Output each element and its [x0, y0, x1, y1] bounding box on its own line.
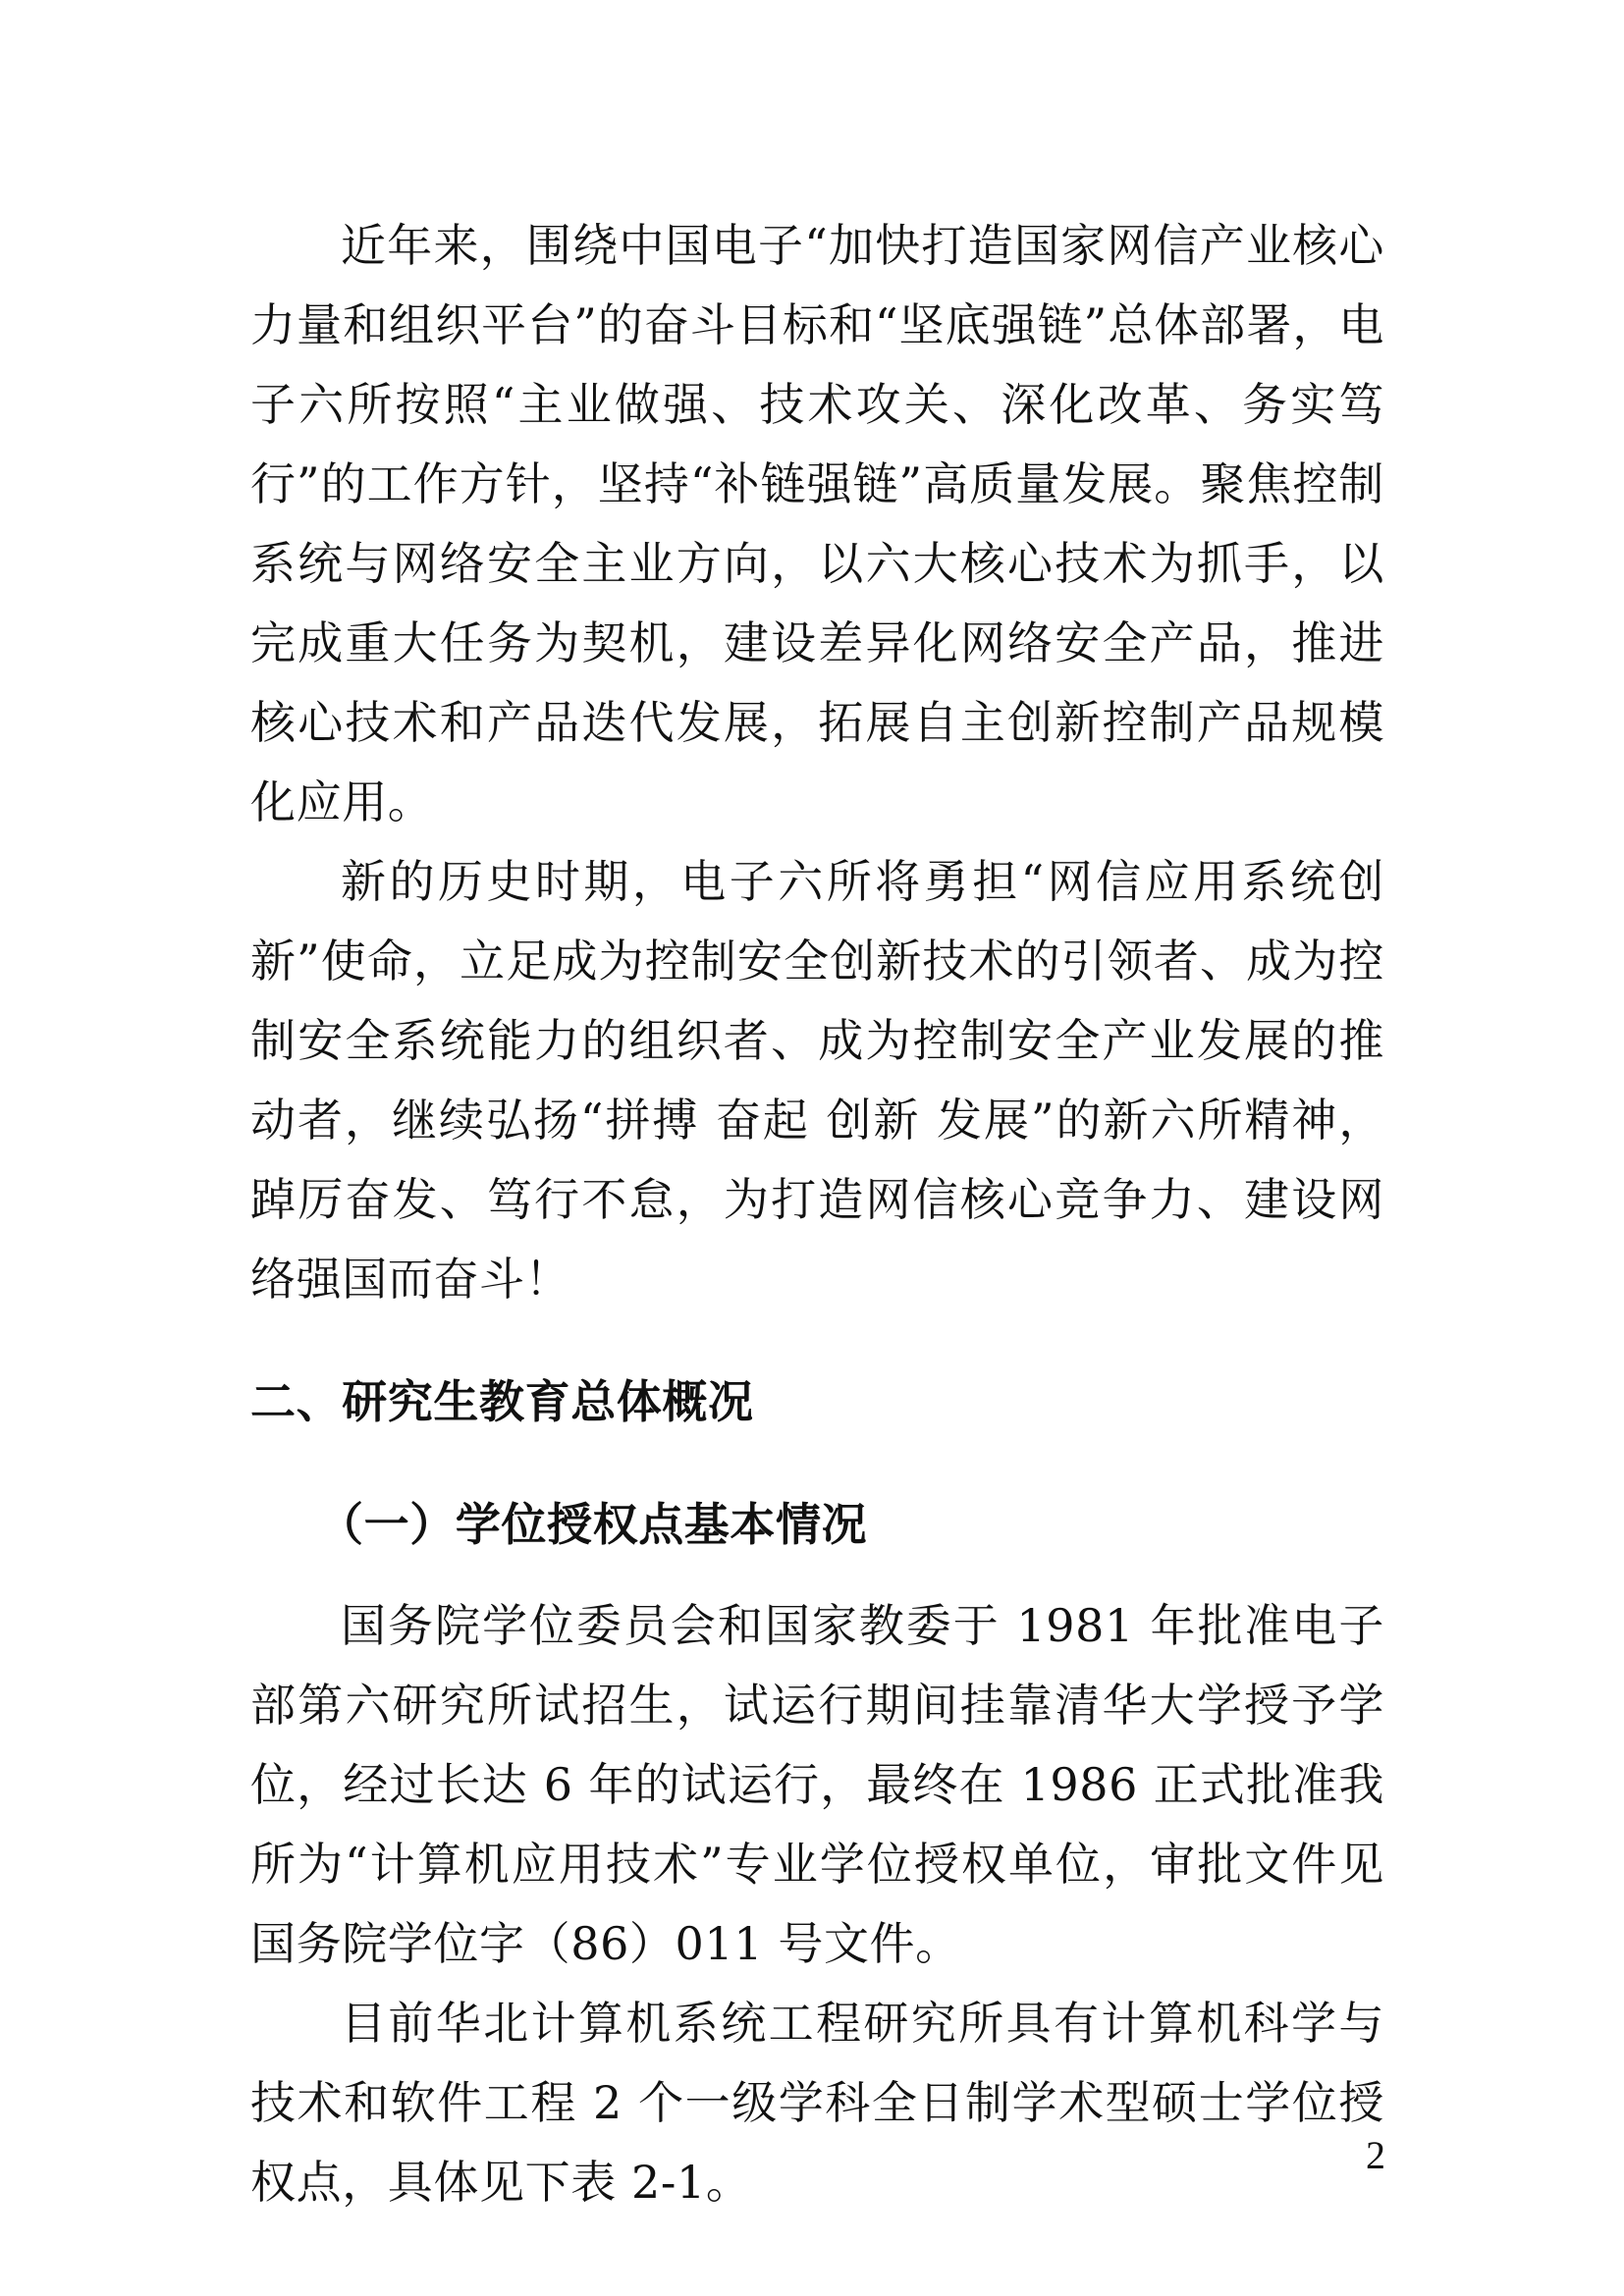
page-content — [250, 206, 1384, 2222]
section-heading: 二、研究生教育总体概况 — [250, 1375, 754, 1428]
intro-paragraph-2: 新的历史时期，电子六所将勇担“网信应用系统创新”使命，立足成为控制安全创新技术的引领者、成为控制安全系统能力的组织者、成为控制安全产业发展的推动者，继续弘扬“拼搏 奋起 创新 发展”的新六所精神，踔厉奋发、笃行不怠，为打造网信核心竞争力、建设网络强国而奋斗！ — [250, 855, 1384, 1306]
page-number: 2 — [1366, 2133, 1385, 2177]
body-paragraph-2: 目前华北计算机系统工程研究所具有计算机科学与技术和软件工程 2 个一级学科全日制学术型硕士学位授权点，具体见下表 2-1。 — [250, 1997, 1384, 2209]
subsection-heading: （一）学位授权点基本情况 — [318, 1498, 868, 1551]
body-paragraph-1: 国务院学位委员会和国家教委于 1981 年批准电子部第六研究所试招生，试运行期间挂靠清华大学授予学位，经过长达 6 年的试运行，最终在 1986 正式批准我所为“计算机应用技术”专业学位授权单位，审批文件见国务院学位字（86）011 号文件。 — [250, 1599, 1384, 1970]
intro-paragraph-1: 近年来，围绕中国电子“加快打造国家网信产业核心力量和组织平台”的奋斗目标和“坚底强链”总体部署，电子六所按照“主业做强、技术攻关、深化改革、务实笃行”的工作方针，坚持“补链强链”高质量发展。聚焦控制系统与网络安全主业方向，以六大核心技术为抓手，以完成重大任务为契机，建设差异化网络安全产品，推进核心技术和产品迭代发展，拓展自主创新控制产品规模化应用。 — [250, 219, 1384, 828]
